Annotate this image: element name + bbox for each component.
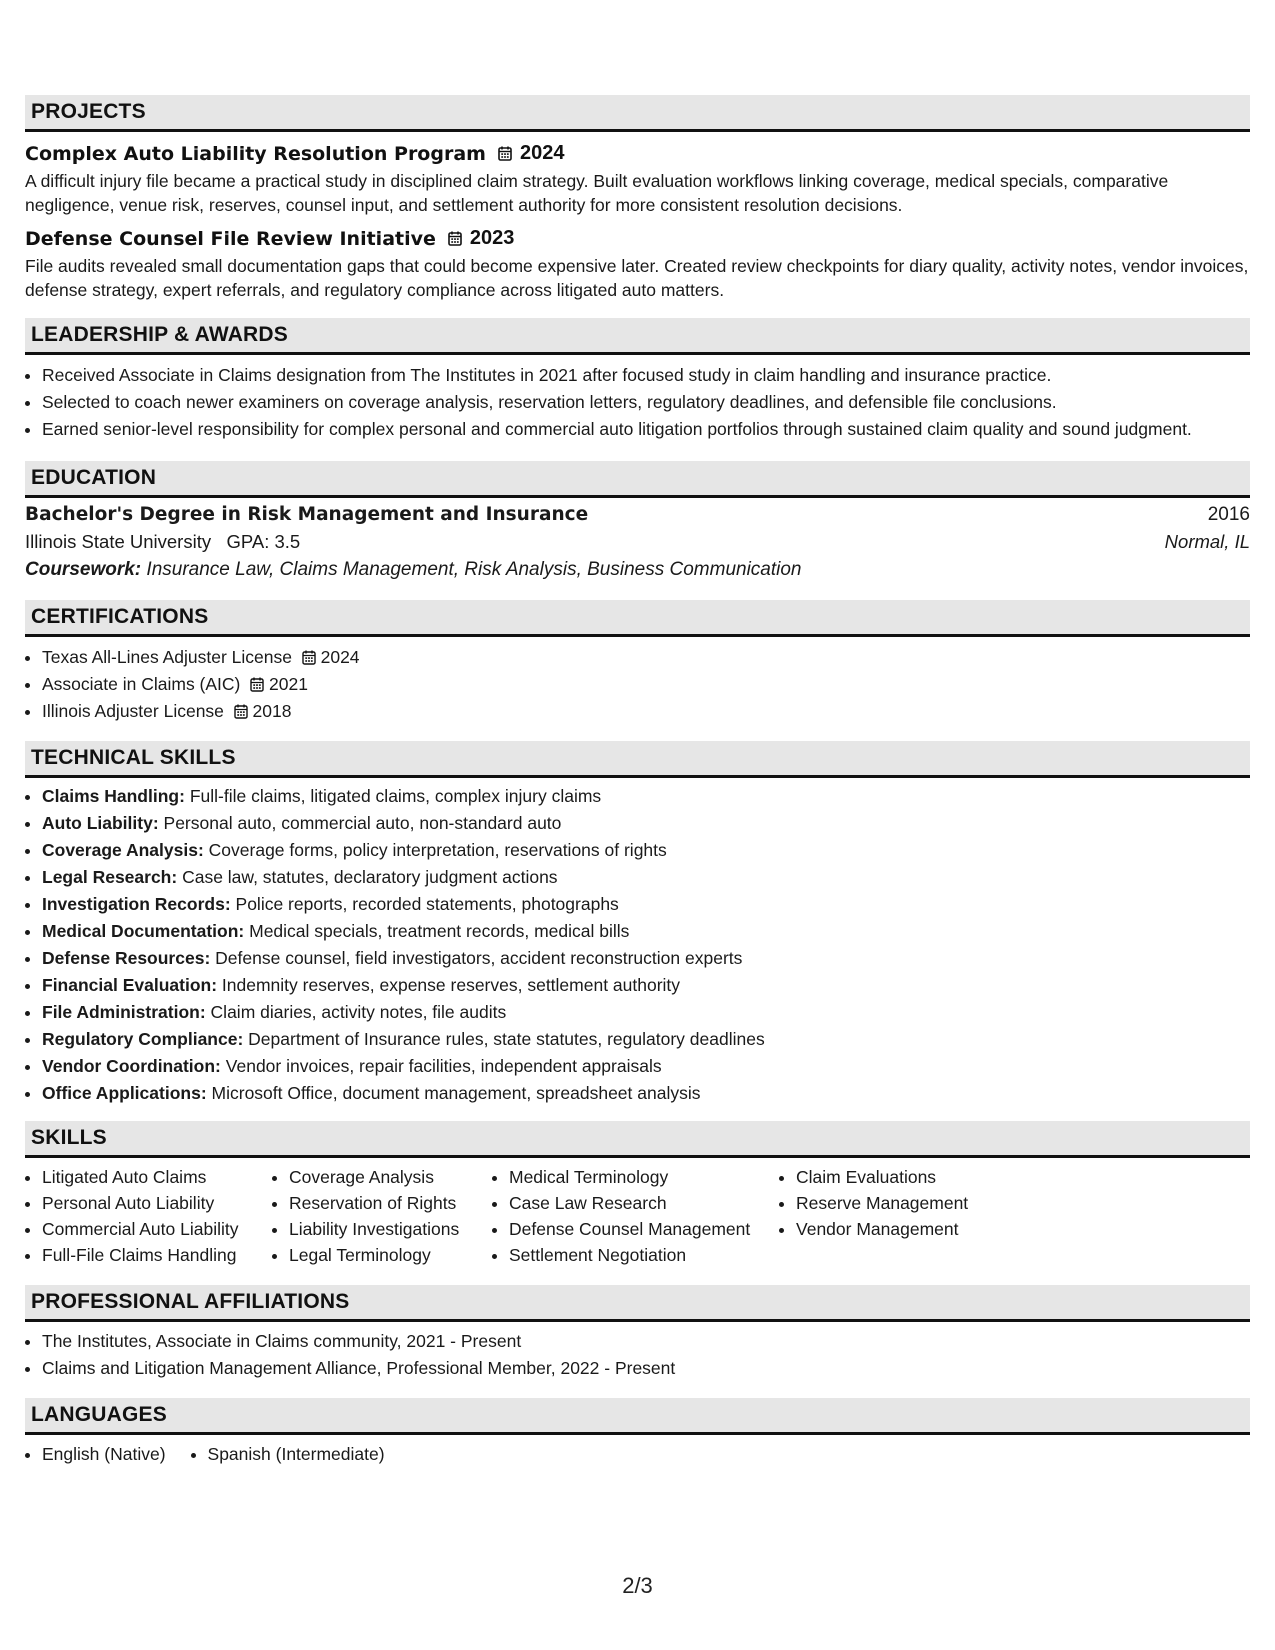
list-item: • Legal Research: Case law, statutes, declaratory judgment actions [42,864,1250,891]
list-item: • Litigated Auto Claims [42,1164,272,1190]
languages-heading: LANGUAGES [25,1398,1250,1435]
list-item: • Auto Liability: Personal auto, commercial auto, non-standard auto [42,810,1250,837]
certifications-list [25,644,1250,725]
project-title: Complex Auto Liability Resolution Program [25,142,486,165]
list-item: • Reservation of Rights [289,1190,492,1216]
list-item: • Financial Evaluation: Indemnity reserves, expense reserves, settlement authority [42,972,1250,999]
graduation-year: 2016 [1207,504,1250,525]
skills-column [25,1164,272,1268]
calendar-icon [250,677,264,692]
list-item: • Associate in Claims (AIC) 2021 [42,671,1250,698]
list-item: • Legal Terminology [289,1242,492,1268]
calendar-icon [498,146,512,161]
leadership-list [25,363,1250,441]
list-item: • The Institutes, Associate in Claims community, 2021 - Present [42,1328,1250,1355]
skills-column [492,1164,779,1268]
school-name: Illinois State University [25,531,212,552]
project-description: File audits revealed small documentation gaps that could become expensive later. Created review checkpoints for diary quality, activity notes, vendor invoices, defense strategy, expert referrals, and regulatory compliance across litigated auto matters. [25,256,1249,300]
list-item: • Earned senior-level responsibility for complex personal and commercial auto litigation portfolios through sustained claim quality and sound judgment. [42,417,1250,441]
skills-heading: SKILLS [25,1121,1250,1158]
skills-column [779,1164,1039,1268]
school-location: Normal, IL [1164,531,1250,552]
project-date: 2024 [519,142,565,164]
leadership-heading: LEADERSHIP & AWARDS [25,318,1250,355]
list-item: • Illinois Adjuster License 2018 [42,698,1250,725]
list-item: • Vendor Management [796,1216,1039,1242]
list-item: • File Administration: Claim diaries, activity notes, file audits [42,999,1250,1026]
list-item: • Claims Handling: Full-file claims, litigated claims, complex injury claims [42,783,1250,810]
list-item: • English (Native) [42,1441,166,1468]
list-item: • Full-File Claims Handling [42,1242,272,1268]
project-item [25,227,1250,302]
list-item: • Liability Investigations [289,1216,492,1242]
list-item: • Commercial Auto Liability [42,1216,272,1242]
technical-skills-list [25,783,1250,1107]
list-item: • Claims and Litigation Management Alliance, Professional Member, 2022 - Present [42,1355,1250,1382]
list-item: • Selected to coach newer examiners on coverage analysis, reservation letters, regulatory deadlines, and defensible file conclusions. [42,390,1250,414]
project-date: 2023 [469,227,515,249]
list-item: • Personal Auto Liability [42,1190,272,1216]
list-item: • Received Associate in Claims designation from The Institutes in 2021 after focused study in claim handling and insurance practice. [42,363,1250,387]
list-item: • Medical Terminology [509,1164,779,1190]
project-description: A difficult injury file became a practical study in disciplined claim strategy. Built evaluation workflows linking coverage, medical specials, comparative negligence, venue risk, reserves, counsel input, and settlement authority for more consistent resolution decisions. [25,171,1169,215]
technical-skills-heading: TECHNICAL SKILLS [25,741,1250,778]
calendar-icon [234,704,248,719]
list-item: • Texas All-Lines Adjuster License 2024 [42,644,1250,671]
project-item [25,142,1250,217]
page-number: 2/3 [622,1573,653,1598]
affiliations-heading: PROFESSIONAL AFFILIATIONS [25,1285,1250,1322]
list-item: • Settlement Negotiation [509,1242,779,1268]
list-item: • Reserve Management [796,1190,1039,1216]
skills-grid [25,1164,1250,1268]
education-heading: EDUCATION [25,461,1250,498]
list-item: • Vendor Coordination: Vendor invoices, repair facilities, independent appraisals [42,1053,1250,1080]
resume-page [25,95,1250,1468]
list-item: • Defense Resources: Defense counsel, field investigators, accident reconstruction experts [42,945,1250,972]
certifications-heading: CERTIFICATIONS [25,600,1250,637]
list-item: • Medical Documentation: Medical specials, treatment records, medical bills [42,918,1250,945]
list-item: • Defense Counsel Management [509,1216,779,1242]
languages-list [25,1441,1250,1468]
list-item: • Investigation Records: Police reports, recorded statements, photographs [42,891,1250,918]
calendar-icon [302,650,316,665]
affiliations-list [25,1328,1250,1382]
list-item: • Coverage Analysis: Coverage forms, policy interpretation, reservations of rights [42,837,1250,864]
calendar-icon [448,231,462,246]
skills-column [272,1164,492,1268]
projects-heading: PROJECTS [25,95,1250,132]
list-item: • Claim Evaluations [796,1164,1039,1190]
gpa: GPA: 3.5 [226,531,301,552]
list-item: • Case Law Research [509,1190,779,1216]
degree: Bachelor's Degree in Risk Management and Insurance [25,504,589,525]
list-item: • Office Applications: Microsoft Office, document management, spreadsheet analysis [42,1080,1250,1107]
coursework: Coursework: Insurance Law, Claims Management, Risk Analysis, Business Communication [25,559,802,580]
list-item: • Regulatory Compliance: Department of Insurance rules, state statutes, regulatory deadlines [42,1026,1250,1053]
education-entry [25,504,1250,581]
project-title: Defense Counsel File Review Initiative [25,227,436,250]
list-item: • Coverage Analysis [289,1164,492,1190]
list-item: • Spanish (Intermediate) [208,1441,385,1468]
